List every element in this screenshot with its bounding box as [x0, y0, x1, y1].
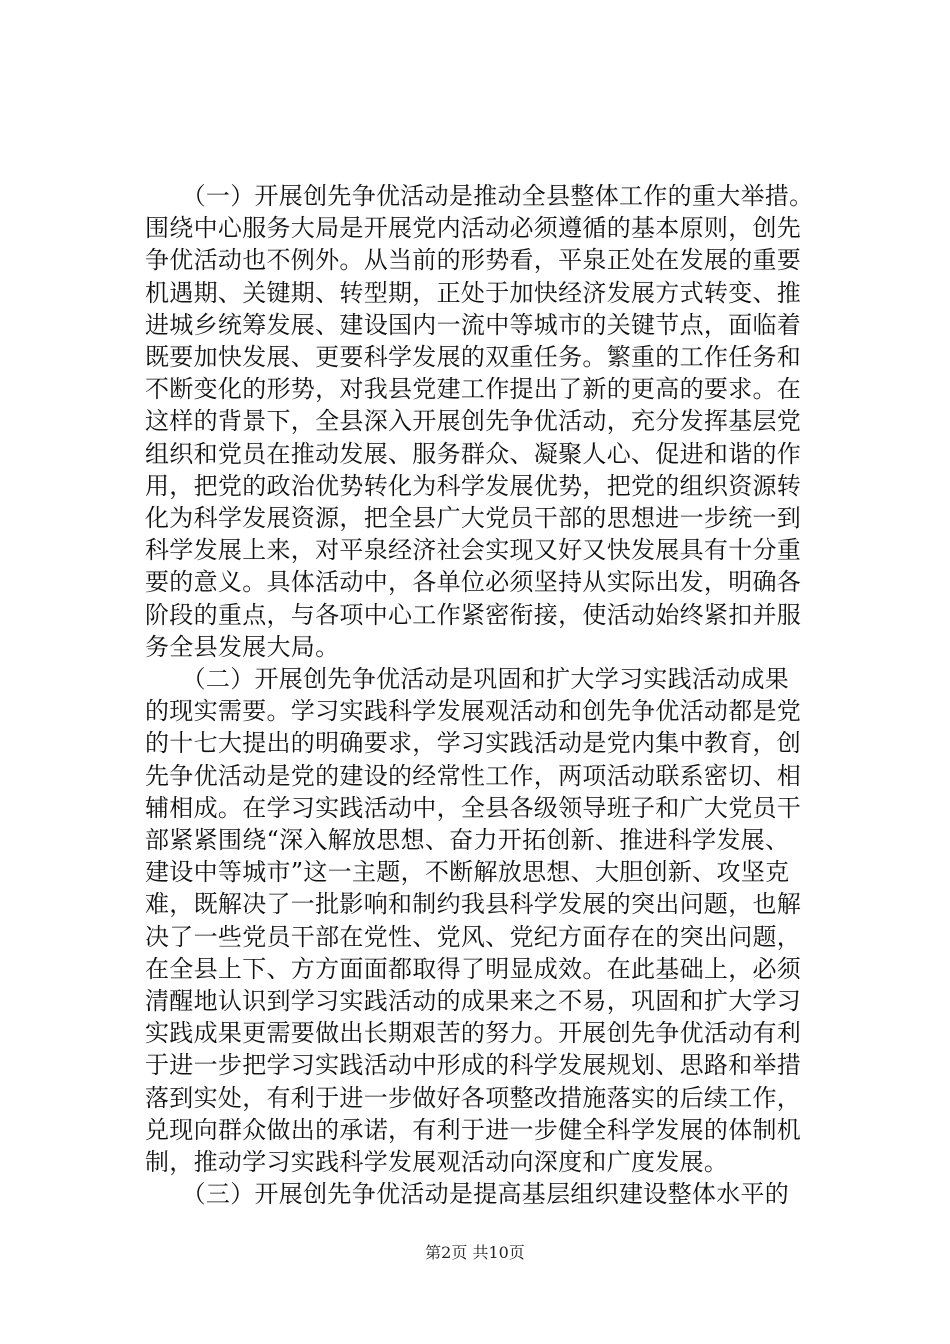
text-line: 难，既解决了一批影响和制约我县科学发展的突出问题，也解	[145, 890, 802, 919]
text-line: 用，把党的政治优势转化为科学发展优势，把党的组织资源转	[145, 471, 802, 500]
text-line: （三）开展创先争优活动是提高基层组织建设整体水平的	[145, 1180, 790, 1209]
text-line: 组织和党员在推动发展、服务群众、凝聚人心、促进和谐的作	[145, 439, 802, 468]
text-line: 清醒地认识到学习实践活动的成果来之不易，巩固和扩大学习	[145, 987, 802, 1015]
text-line: 不断变化的形势，对我县党建工作提出了新的更高的要求。在	[145, 375, 802, 404]
text-line: 决了一些党员干部在党性、党风、党纪方面存在的突出问题，	[145, 922, 802, 951]
text-line: 阶段的重点，与各项中心工作紧密衔接，使活动始终紧扣并服	[145, 600, 802, 629]
text-line: 于进一步把学习实践活动中形成的科学发展规划、思路和举措	[145, 1051, 802, 1080]
page-footer: 第2页 共10页	[425, 1243, 525, 1262]
text-line: 这样的背景下，全县深入开展创先争优活动，充分发挥基层党	[145, 407, 802, 436]
text-line: 化为科学发展资源，把全县广大党员干部的思想进一步统一到	[145, 504, 802, 532]
text-line: 围绕中心服务大局是开展党内活动必须遵循的基本原则，创先	[145, 214, 802, 243]
text-line: 争优活动也不例外。从当前的形势看，平泉正处在发展的重要	[145, 246, 802, 275]
text-line: 科学发展上来，对平泉经济社会实现又好又快发展具有十分重	[145, 536, 802, 565]
text-line: 的十七大提出的明确要求，学习实践活动是党内集中教育，创	[145, 729, 802, 758]
text-line: 部紧紧围绕“深入解放思想、奋力开拓创新、推进科学发展、	[145, 826, 790, 854]
text-line: 在全县上下、方方面面都取得了明显成效。在此基础上，必须	[145, 954, 802, 983]
text-line: 进城乡统筹发展、建设国内一流中等城市的关键节点，面临着	[145, 310, 802, 339]
text-line: 建设中等城市”这一主题，不断解放思想、大胆创新、攻坚克	[145, 858, 790, 887]
text-line: 既要加快发展、更要科学发展的双重任务。繁重的工作任务和	[145, 343, 802, 371]
text-line: 辅相成。在学习实践活动中，全县各级领导班子和广大党员干	[145, 793, 802, 822]
text-line: 落到实处，有利于进一步做好各项整改措施落实的后续工作，	[145, 1083, 802, 1112]
text-line: 机遇期、关键期、转型期，正处于加快经济发展方式转变、推	[145, 278, 802, 307]
text-line: 务全县发展大局。	[145, 632, 340, 661]
text-line: 实践成果更需要做出长期艰苦的努力。开展创先争优活动有利	[145, 1019, 802, 1048]
text-line: （一）开展创先争优活动是推动全县整体工作的重大举措。	[145, 182, 814, 210]
text-line: 的现实需要。学习实践科学发展观活动和创先争优活动都是党	[145, 697, 802, 726]
text-line: 先争优活动是党的建设的经常性工作，两项活动联系密切、相	[145, 761, 802, 790]
text-line: 兑现向群众做出的承诺，有利于进一步健全科学发展的体制机	[145, 1115, 802, 1144]
text-line: （二）开展创先争优活动是巩固和扩大学习实践活动成果	[145, 665, 790, 693]
text-line: 要的意义。具体活动中，各单位必须坚持从实际出发，明确各	[145, 568, 802, 597]
text-line: 制，推动学习实践科学发展观活动向深度和广度发展。	[145, 1148, 729, 1176]
